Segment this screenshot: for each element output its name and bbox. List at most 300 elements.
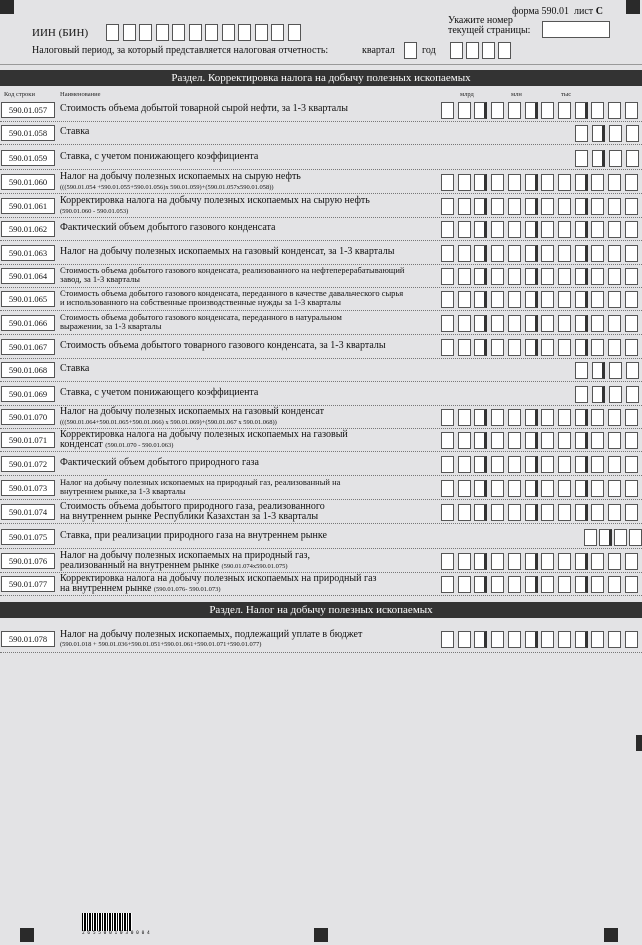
digit-cell[interactable] <box>625 339 638 356</box>
row-code: 590.01.071 <box>1 432 55 448</box>
digit-cell[interactable] <box>575 456 588 473</box>
digit-cell[interactable] <box>558 631 571 648</box>
section-title-correction: Раздел. Корректировка налога на добычу полезных ископаемых <box>0 70 642 86</box>
row-label: Налог на добычу полезных ископаемых на природный газ, реализованный на внутреннем рынке,за 1-3 кварталы <box>60 477 341 496</box>
digit-cell[interactable] <box>558 456 571 473</box>
digit-cell[interactable] <box>575 268 588 285</box>
digit-cell[interactable] <box>441 198 454 215</box>
digit-cell[interactable] <box>508 631 521 648</box>
row-label: Налог на добычу полезных ископаемых на природный газ, реализованный на внутреннем рынке (590.01.074x590.01.075) <box>60 550 310 571</box>
digit-cell[interactable] <box>541 553 554 570</box>
digit-cell[interactable] <box>591 102 604 119</box>
row-divider <box>0 240 642 241</box>
digit-cell[interactable] <box>474 339 487 356</box>
digit-cell[interactable] <box>591 174 604 191</box>
digit-cell[interactable] <box>491 245 504 262</box>
digit-cell[interactable] <box>508 432 521 449</box>
digit-cell[interactable] <box>458 245 471 262</box>
digit-cell[interactable] <box>508 553 521 570</box>
digit-cell[interactable] <box>575 291 588 308</box>
digit-cell[interactable] <box>608 102 621 119</box>
digit-cell[interactable] <box>491 576 504 593</box>
digit-cell[interactable] <box>458 315 471 332</box>
digit-cell[interactable] <box>458 409 471 426</box>
digit-cell[interactable] <box>558 432 571 449</box>
digit-cell[interactable] <box>591 456 604 473</box>
digit-cell[interactable] <box>608 456 621 473</box>
rate-cell[interactable] <box>599 529 612 546</box>
digit-cell[interactable] <box>541 174 554 191</box>
digit-cell[interactable] <box>525 174 538 191</box>
row-code: 590.01.064 <box>1 268 55 284</box>
digit-cell[interactable] <box>508 480 521 497</box>
digit-cell[interactable] <box>106 24 119 41</box>
digit-cell[interactable] <box>591 553 604 570</box>
digit-cell[interactable] <box>541 268 554 285</box>
digit-cell[interactable] <box>441 221 454 238</box>
digit-cell[interactable] <box>608 409 621 426</box>
digit-cell[interactable] <box>491 268 504 285</box>
digit-cell[interactable] <box>508 315 521 332</box>
digit-cell[interactable] <box>575 198 588 215</box>
digit-cell[interactable] <box>508 198 521 215</box>
digit-cell[interactable] <box>491 198 504 215</box>
row-divider <box>0 217 642 218</box>
digit-cell[interactable] <box>288 24 301 41</box>
digit-cell[interactable] <box>271 24 284 41</box>
digit-cell[interactable] <box>474 198 487 215</box>
digit-cell[interactable] <box>525 432 538 449</box>
rate-cell[interactable] <box>609 150 622 167</box>
digit-cell[interactable] <box>525 409 538 426</box>
digit-cell[interactable] <box>474 174 487 191</box>
barcode-digits: 2 6 5 5 0 0 1 0 3 0 0 0 4 <box>82 931 150 936</box>
digit-cell[interactable] <box>441 553 454 570</box>
digit-cell[interactable] <box>625 268 638 285</box>
digit-cell[interactable] <box>575 631 588 648</box>
digit-cell[interactable] <box>625 198 638 215</box>
rate-cell[interactable] <box>614 529 627 546</box>
row-label: Стоимость объема добытой товарной сырой нефти, за 1-3 кварталы <box>60 103 348 114</box>
digit-cell[interactable] <box>255 24 268 41</box>
digit-cell[interactable] <box>156 24 169 41</box>
digit-cell[interactable] <box>608 268 621 285</box>
rate-cell[interactable] <box>626 362 639 379</box>
digit-cell[interactable] <box>625 174 638 191</box>
digit-cell[interactable] <box>525 102 538 119</box>
digit-cell[interactable] <box>189 24 202 41</box>
digit-cell[interactable] <box>508 339 521 356</box>
digit-cell[interactable] <box>123 24 136 41</box>
digit-cell[interactable] <box>575 221 588 238</box>
rate-cell[interactable] <box>609 362 622 379</box>
digit-cell[interactable] <box>558 221 571 238</box>
iin-label: ИИН (БИН) <box>32 27 89 39</box>
page-number-input[interactable] <box>542 21 610 38</box>
digit-cell[interactable] <box>558 174 571 191</box>
digit-cell[interactable] <box>458 174 471 191</box>
digit-cell[interactable] <box>482 42 495 59</box>
digit-cell[interactable] <box>525 631 538 648</box>
row-label: Стоимость объема добытого газового конденсата, переданного в качестве давальческого сырья и использованного на собственные производственные нужды за 1-3 кварталы <box>60 288 404 307</box>
digit-cell[interactable] <box>558 504 571 521</box>
digit-cell[interactable] <box>558 315 571 332</box>
digit-cell[interactable] <box>508 456 521 473</box>
digit-cell[interactable] <box>558 291 571 308</box>
row-divider <box>0 358 642 359</box>
digit-cell[interactable] <box>508 576 521 593</box>
row-label: Корректировка налога на добычу полезных ископаемых на газовый конденсат (590.01.070 - 590.01.063) <box>60 429 348 450</box>
row-divider <box>0 595 642 596</box>
digit-cell[interactable] <box>558 339 571 356</box>
rate-cell[interactable] <box>609 386 622 403</box>
digit-cell[interactable] <box>608 480 621 497</box>
row-code: 590.01.065 <box>1 291 55 307</box>
digit-cell[interactable] <box>491 432 504 449</box>
digit-cell[interactable] <box>625 576 638 593</box>
row-code: 590.01.068 <box>1 362 55 378</box>
digit-cell[interactable] <box>441 576 454 593</box>
digit-cell[interactable] <box>491 291 504 308</box>
digit-cell[interactable] <box>525 339 538 356</box>
digit-cell[interactable] <box>491 409 504 426</box>
digit-cell[interactable] <box>608 315 621 332</box>
digit-cell[interactable] <box>558 480 571 497</box>
digit-cell[interactable] <box>575 553 588 570</box>
digit-cell[interactable] <box>575 432 588 449</box>
digit-cell[interactable] <box>458 198 471 215</box>
digit-cell[interactable] <box>441 268 454 285</box>
digit-cell[interactable] <box>525 198 538 215</box>
rate-cell[interactable] <box>629 529 642 546</box>
digit-cell[interactable] <box>474 480 487 497</box>
digit-cell[interactable] <box>541 339 554 356</box>
section-title-tax: Раздел. Налог на добычу полезных ископаемых <box>0 602 642 618</box>
digit-cell[interactable] <box>139 24 152 41</box>
digit-cell[interactable] <box>608 576 621 593</box>
digit-cell[interactable] <box>591 480 604 497</box>
row-divider <box>0 451 642 452</box>
digit-cell[interactable] <box>575 102 588 119</box>
row-divider <box>0 334 642 335</box>
row-label: Стоимость объема добытого газового конденсата, реализованного на нефтеперерабатывающий завод, за 1-3 кварталы <box>60 265 405 284</box>
digit-cell[interactable] <box>458 221 471 238</box>
digit-cell[interactable] <box>441 339 454 356</box>
digit-cell[interactable] <box>575 245 588 262</box>
digit-cell[interactable] <box>474 553 487 570</box>
row-divider <box>0 121 642 122</box>
row-code: 590.01.074 <box>1 504 55 520</box>
col-unit-mln: млн <box>511 91 522 98</box>
digit-cell[interactable] <box>575 409 588 426</box>
digit-cell[interactable] <box>558 198 571 215</box>
digit-cell[interactable] <box>525 268 538 285</box>
digit-cell[interactable] <box>575 576 588 593</box>
digit-cell[interactable] <box>591 504 604 521</box>
digit-cell[interactable] <box>205 24 218 41</box>
row-code: 590.01.075 <box>1 529 55 545</box>
digit-cell[interactable] <box>541 480 554 497</box>
digit-cell[interactable] <box>591 576 604 593</box>
row-code: 590.01.067 <box>1 339 55 355</box>
digit-cell[interactable] <box>458 291 471 308</box>
digit-cell[interactable] <box>625 456 638 473</box>
digit-cell[interactable] <box>474 315 487 332</box>
digit-cell[interactable] <box>541 291 554 308</box>
row-label: Ставка <box>60 126 90 137</box>
digit-cell[interactable] <box>541 432 554 449</box>
rate-cell[interactable] <box>626 150 639 167</box>
digit-cell[interactable] <box>558 102 571 119</box>
digit-cell[interactable] <box>541 504 554 521</box>
digit-cell[interactable] <box>525 245 538 262</box>
digit-cell[interactable] <box>458 504 471 521</box>
digit-cell[interactable] <box>591 409 604 426</box>
digit-cell[interactable] <box>508 245 521 262</box>
row-code: 590.01.066 <box>1 315 55 331</box>
digit-cell[interactable] <box>541 456 554 473</box>
digit-cell[interactable] <box>625 432 638 449</box>
digit-cell[interactable] <box>474 504 487 521</box>
col-unit-bln: млрд <box>460 91 474 98</box>
digit-cell[interactable] <box>458 339 471 356</box>
digit-cell[interactable] <box>558 553 571 570</box>
digit-cell[interactable] <box>575 174 588 191</box>
digit-cell[interactable] <box>474 268 487 285</box>
digit-cell[interactable] <box>172 24 185 41</box>
digit-cell[interactable] <box>238 24 251 41</box>
rate-cell[interactable] <box>609 125 622 142</box>
digit-cell[interactable] <box>575 504 588 521</box>
digit-cell[interactable] <box>591 198 604 215</box>
digit-cell[interactable] <box>591 221 604 238</box>
digit-cell[interactable] <box>491 631 504 648</box>
digit-cell[interactable] <box>441 315 454 332</box>
digit-cell[interactable] <box>591 631 604 648</box>
header-divider <box>0 64 642 65</box>
digit-cell[interactable] <box>541 576 554 593</box>
digit-cell[interactable] <box>458 432 471 449</box>
row-label: Фактический объем добытого газового конденсата <box>60 222 276 233</box>
digit-cell[interactable] <box>474 631 487 648</box>
digit-cell[interactable] <box>608 245 621 262</box>
rate-cell[interactable] <box>592 150 605 167</box>
digit-cell[interactable] <box>466 42 479 59</box>
digit-cell[interactable] <box>608 553 621 570</box>
digit-cell[interactable] <box>491 102 504 119</box>
row-label: Стоимость объема добытого газового конденсата, переданного в натуральном выражении, за 1-3 кварталы <box>60 312 342 331</box>
row-divider <box>0 144 642 145</box>
digit-cell[interactable] <box>491 339 504 356</box>
digit-cell[interactable] <box>541 198 554 215</box>
form-label: форма 590.01 лист С <box>512 6 603 17</box>
row-code: 590.01.073 <box>1 480 55 496</box>
quarter-input[interactable] <box>404 42 417 59</box>
digit-cell[interactable] <box>525 221 538 238</box>
rate-cell[interactable] <box>626 386 639 403</box>
digit-cell[interactable] <box>525 456 538 473</box>
digit-cell[interactable] <box>441 409 454 426</box>
digit-cell[interactable] <box>474 245 487 262</box>
digit-cell[interactable] <box>508 102 521 119</box>
row-divider <box>0 652 642 653</box>
digit-cell[interactable] <box>608 631 621 648</box>
row-code: 590.01.062 <box>1 221 55 237</box>
digit-cell[interactable] <box>625 504 638 521</box>
digit-cell[interactable] <box>625 245 638 262</box>
row-divider <box>0 499 642 500</box>
rate-cell[interactable] <box>575 150 588 167</box>
row-label: Стоимость объема добытого природного газа, реализованного на внутреннем рынке Республики Казахстан за 1-3 кварталы <box>60 501 325 522</box>
digit-cell[interactable] <box>525 315 538 332</box>
rate-cell[interactable] <box>575 362 588 379</box>
digit-cell[interactable] <box>608 339 621 356</box>
digit-cell[interactable] <box>491 504 504 521</box>
col-unit-ths: тыс <box>561 91 572 98</box>
row-label: Фактический объем добытого природного газа <box>60 457 259 468</box>
digit-cell[interactable] <box>491 315 504 332</box>
corner-mark-top-left <box>0 0 14 14</box>
digit-cell[interactable] <box>625 102 638 119</box>
digit-cell[interactable] <box>575 315 588 332</box>
digit-cell[interactable] <box>441 432 454 449</box>
digit-cell[interactable] <box>591 291 604 308</box>
row-label: Корректировка налога на добычу полезных ископаемых на сырую нефть (590.01.060 - 590.01.053) <box>60 195 370 215</box>
digit-cell[interactable] <box>525 480 538 497</box>
row-code: 590.01.076 <box>1 553 55 569</box>
digit-cell[interactable] <box>491 480 504 497</box>
row-label: Налог на добычу полезных ископаемых на газовый конденсат, за 1-3 кварталы <box>60 246 395 257</box>
digit-cell[interactable] <box>625 221 638 238</box>
row-code: 590.01.059 <box>1 150 55 166</box>
digit-cell[interactable] <box>508 409 521 426</box>
rate-cell[interactable] <box>592 362 605 379</box>
digit-cell[interactable] <box>498 42 511 59</box>
digit-cell[interactable] <box>474 102 487 119</box>
digit-cell[interactable] <box>558 268 571 285</box>
digit-cell[interactable] <box>458 553 471 570</box>
digit-cell[interactable] <box>541 631 554 648</box>
digit-cell[interactable] <box>441 480 454 497</box>
rate-cell[interactable] <box>584 529 597 546</box>
digit-cell[interactable] <box>591 245 604 262</box>
digit-cell[interactable] <box>508 174 521 191</box>
digit-cell[interactable] <box>450 42 463 59</box>
digit-cell[interactable] <box>491 553 504 570</box>
digit-cell[interactable] <box>458 480 471 497</box>
corner-mark-top-right <box>626 0 640 14</box>
digit-cell[interactable] <box>541 221 554 238</box>
digit-cell[interactable] <box>508 221 521 238</box>
digit-cell[interactable] <box>458 576 471 593</box>
digit-cell[interactable] <box>474 409 487 426</box>
digit-cell[interactable] <box>525 553 538 570</box>
digit-cell[interactable] <box>558 576 571 593</box>
digit-cell[interactable] <box>458 631 471 648</box>
digit-cell[interactable] <box>508 291 521 308</box>
digit-cell[interactable] <box>458 102 471 119</box>
digit-cell[interactable] <box>541 409 554 426</box>
digit-cell[interactable] <box>491 456 504 473</box>
digit-cell[interactable] <box>625 315 638 332</box>
digit-cell[interactable] <box>558 245 571 262</box>
digit-cell[interactable] <box>508 268 521 285</box>
rate-cell[interactable] <box>592 386 605 403</box>
digit-cell[interactable] <box>458 268 471 285</box>
digit-cell[interactable] <box>625 480 638 497</box>
digit-cell[interactable] <box>591 315 604 332</box>
digit-cell[interactable] <box>575 339 588 356</box>
digit-cell[interactable] <box>608 174 621 191</box>
digit-cell[interactable] <box>441 245 454 262</box>
rate-cell[interactable] <box>626 125 639 142</box>
barcode <box>82 913 132 931</box>
rate-cell[interactable] <box>592 125 605 142</box>
digit-cell[interactable] <box>575 480 588 497</box>
side-mark-right <box>636 735 642 751</box>
page-prompt: Укажите номер текущей страницы: <box>448 15 531 36</box>
digit-cell[interactable] <box>591 432 604 449</box>
digit-cell[interactable] <box>625 291 638 308</box>
digit-cell[interactable] <box>608 291 621 308</box>
digit-cell[interactable] <box>558 409 571 426</box>
row-divider <box>0 523 642 524</box>
digit-cell[interactable] <box>608 504 621 521</box>
col-code-header: Код строки <box>4 91 35 98</box>
digit-cell[interactable] <box>474 456 487 473</box>
digit-cell[interactable] <box>441 631 454 648</box>
digit-cell[interactable] <box>474 291 487 308</box>
digit-cell[interactable] <box>491 221 504 238</box>
digit-cell[interactable] <box>441 456 454 473</box>
row-label: Ставка, с учетом понижающего коэффициента <box>60 151 259 162</box>
digit-cell[interactable] <box>525 291 538 308</box>
digit-cell[interactable] <box>625 409 638 426</box>
row-code: 590.01.063 <box>1 245 55 261</box>
rate-cell[interactable] <box>575 386 588 403</box>
digit-cell[interactable] <box>222 24 235 41</box>
row-label: Ставка, с учетом понижающего коэффициента <box>60 387 259 398</box>
digit-cell[interactable] <box>441 504 454 521</box>
row-label: Стоимость объема добытого товарного газового конденсата, за 1-3 кварталы <box>60 340 386 351</box>
digit-cell[interactable] <box>525 576 538 593</box>
digit-cell[interactable] <box>441 291 454 308</box>
digit-cell[interactable] <box>608 432 621 449</box>
digit-cell[interactable] <box>441 174 454 191</box>
digit-cell[interactable] <box>474 221 487 238</box>
digit-cell[interactable] <box>541 102 554 119</box>
digit-cell[interactable] <box>491 174 504 191</box>
digit-cell[interactable] <box>441 102 454 119</box>
digit-cell[interactable] <box>625 631 638 648</box>
digit-cell[interactable] <box>591 339 604 356</box>
rate-cell[interactable] <box>575 125 588 142</box>
digit-cell[interactable] <box>591 268 604 285</box>
digit-cell[interactable] <box>541 315 554 332</box>
digit-cell[interactable] <box>474 432 487 449</box>
digit-cell[interactable] <box>474 576 487 593</box>
digit-cell[interactable] <box>625 553 638 570</box>
row-divider <box>0 475 642 476</box>
digit-cell[interactable] <box>608 221 621 238</box>
digit-cell[interactable] <box>525 504 538 521</box>
digit-cell[interactable] <box>508 504 521 521</box>
quarter-label: квартал <box>362 45 395 56</box>
digit-cell[interactable] <box>541 245 554 262</box>
digit-cell[interactable] <box>608 198 621 215</box>
row-code: 590.01.069 <box>1 386 55 402</box>
digit-cell[interactable] <box>458 456 471 473</box>
